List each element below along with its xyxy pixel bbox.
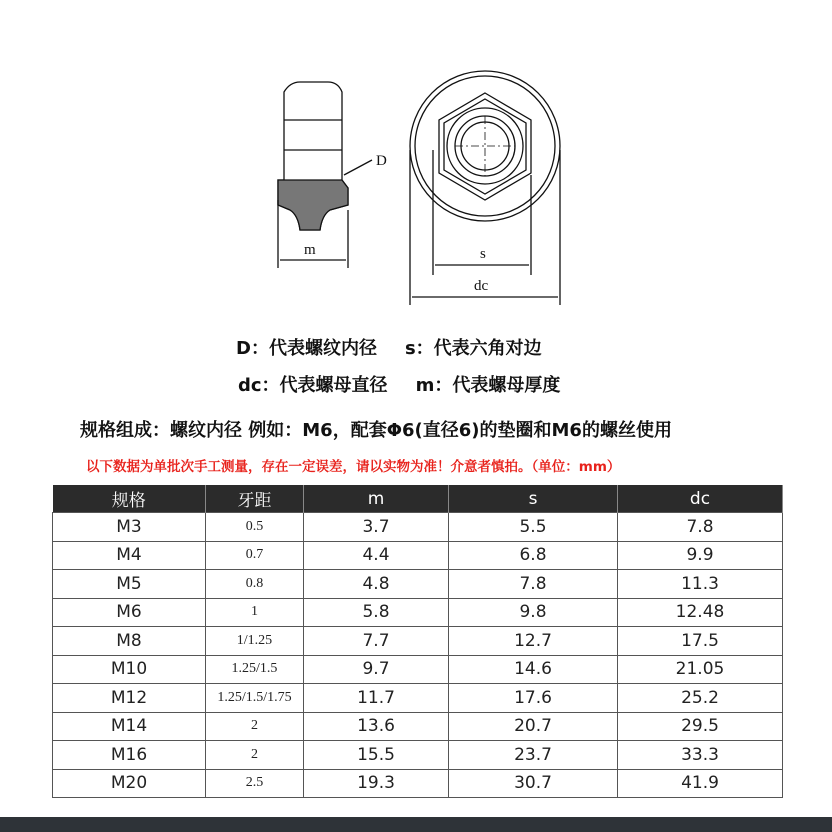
table-row [53,741,783,770]
table-cell: 17.5 [618,627,783,656]
table-cell: 33.3 [618,741,783,770]
table-cell: M6 [53,598,206,627]
table-cell: M4 [53,541,206,570]
table-cell: 0.5 [206,513,304,542]
table-cell: 11.7 [304,684,449,713]
table-cell: 41.9 [618,769,783,798]
header-pitch: 牙距 [206,485,304,513]
table-cell: 12.7 [449,627,618,656]
side-view [278,82,387,268]
table-cell: 23.7 [449,741,618,770]
table-cell: 7.8 [449,570,618,599]
table-cell: 1 [206,598,304,627]
table-row [53,627,783,656]
table-cell: M14 [53,712,206,741]
header-m: m [304,485,449,513]
table-cell: M12 [53,684,206,713]
table-cell: 6.8 [449,541,618,570]
table-cell: 14.6 [449,655,618,684]
legend-line-1 [236,334,542,360]
table-cell: 2 [206,741,304,770]
table-cell: 17.6 [449,684,618,713]
front-view [410,71,560,305]
table-cell: 3.7 [304,513,449,542]
table-row [53,541,783,570]
table-cell: 0.7 [206,541,304,570]
table-row [53,570,783,599]
table-cell: M8 [53,627,206,656]
table-cell: 4.8 [304,570,449,599]
table-cell: 1/1.25 [206,627,304,656]
flange-nut-drawing [0,0,832,320]
label-d: D [376,153,387,169]
header-spec: 规格 [53,485,206,513]
table-header [53,485,783,513]
table-cell: 19.3 [304,769,449,798]
legend-d: D：代表螺纹内径 [236,338,377,359]
table-cell: 29.5 [618,712,783,741]
label-s: s [480,246,486,262]
table-cell: M3 [53,513,206,542]
table-cell: 9.7 [304,655,449,684]
table-cell: 2 [206,712,304,741]
table-cell: 7.7 [304,627,449,656]
legend-s: s：代表六角对边 [404,338,542,359]
table-cell: 25.2 [618,684,783,713]
table-row [53,513,783,542]
table-cell: 1.25/1.5 [206,655,304,684]
table-cell: 5.5 [449,513,618,542]
table-cell: 1.25/1.5/1.75 [206,684,304,713]
table-cell: 21.05 [618,655,783,684]
table-cell: 11.3 [618,570,783,599]
header-dc: dc [618,485,783,513]
table-cell: 9.8 [449,598,618,627]
legend-line-2 [238,371,560,397]
legend-dc: dc：代表螺母直径 [238,375,388,396]
table-row [53,684,783,713]
table-row [53,655,783,684]
table-cell: M5 [53,570,206,599]
table-cell: 15.5 [304,741,449,770]
table-cell: 7.8 [618,513,783,542]
table-cell: 2.5 [206,769,304,798]
table-row [53,712,783,741]
table-cell: M10 [53,655,206,684]
table-cell: 4.4 [304,541,449,570]
size-table [52,485,783,798]
measurement-warning: 以下数据为单批次手工测量，存在一定误差，请以实物为准！介意者慎拍。（单位：mm） [86,459,621,475]
label-m: m [304,242,316,258]
table-cell: M20 [53,769,206,798]
table-cell: 9.9 [618,541,783,570]
table-cell: 30.7 [449,769,618,798]
table-cell: 13.6 [304,712,449,741]
table-row [53,769,783,798]
header-s: s [449,485,618,513]
table-cell: 0.8 [206,570,304,599]
legend-m: m：代表螺母厚度 [415,375,561,396]
table-row [53,598,783,627]
table-cell: 20.7 [449,712,618,741]
table-cell: 12.48 [618,598,783,627]
spec-note: 规格组成：螺纹内径 例如：M6，配套Φ6(直径6)的垫圈和M6的螺丝使用 [80,420,672,441]
table-cell: M16 [53,741,206,770]
bottom-bar [0,817,832,832]
table-cell: 5.8 [304,598,449,627]
label-dc: dc [474,278,489,294]
